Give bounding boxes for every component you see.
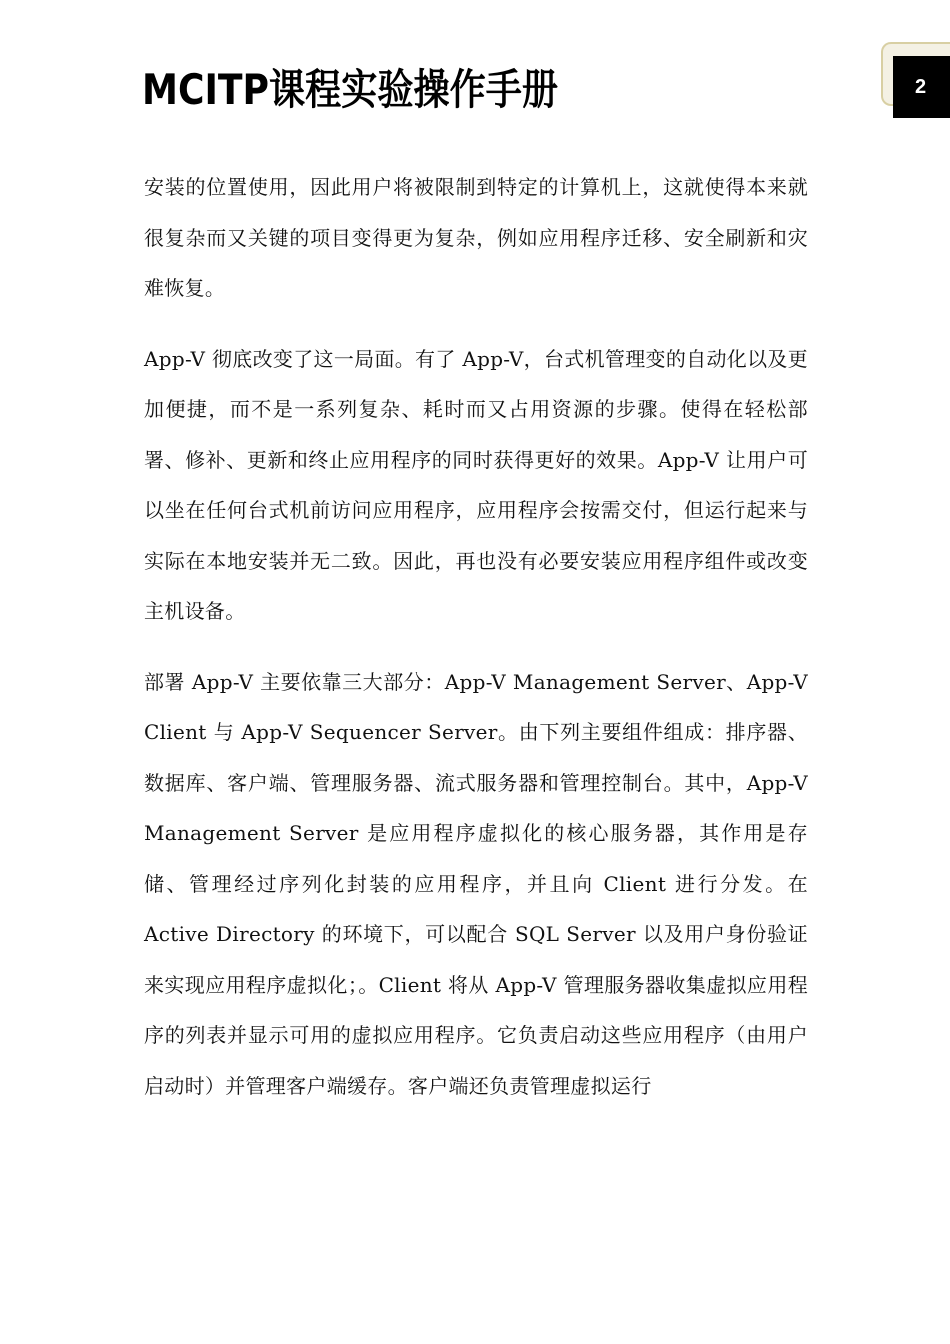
page-number: 2 [893,56,950,118]
document-body [144,162,808,1131]
paragraph-2: App-V 彻底改变了这一局面。有了 App-V，台式机管理变的自动化以及更加便捷，而不是一系列复杂、耗时而又占用资源的步骤。使得在轻松部署、修补、更新和终止应用程序的同时获得更好的效果。App-V 让用户可以坐在任何台式机前访问应用程序，应用程序会按需交付，但运行起来与实际在本地安装并无二致。因此，再也没有必要安装应用程序组件或改变主机设备。 [144,346,808,623]
paragraph-1: 安装的位置使用，因此用户将被限制到特定的计算机上，这就使得本来就很复杂而又关键的项目变得更为复杂，例如应用程序迁移、安全刷新和灾难恢复。 [144,175,808,300]
paragraph-3: 部署 App-V 主要依靠三大部分：App-V Management Server、App-V Client 与 App-V Sequencer Server。由下列主要组件组成：排序器、数据库、客户端、管理服务器、流式服务器和管理控制台。其中，App-V Management Server 是应用程序虚拟化的核心服务器，其作用是存储、管理经过序列化封装的应用程序，并且向 Client 进行分发。在 Active Directory 的环境下，可以配合 SQL Server 以及用户身份验证来实现应用程序虚拟化；。Client 将从 App-V 管理服务器收集虚拟应用程序的列表并显示可用的虚拟应用程序。它负责启动这些应用程序（由用户启动时）并管理客户端缓存。客户端还负责管理虚拟运行 [144,669,808,1098]
manual-title: MCITP课程实验操作手册 [142,65,558,114]
